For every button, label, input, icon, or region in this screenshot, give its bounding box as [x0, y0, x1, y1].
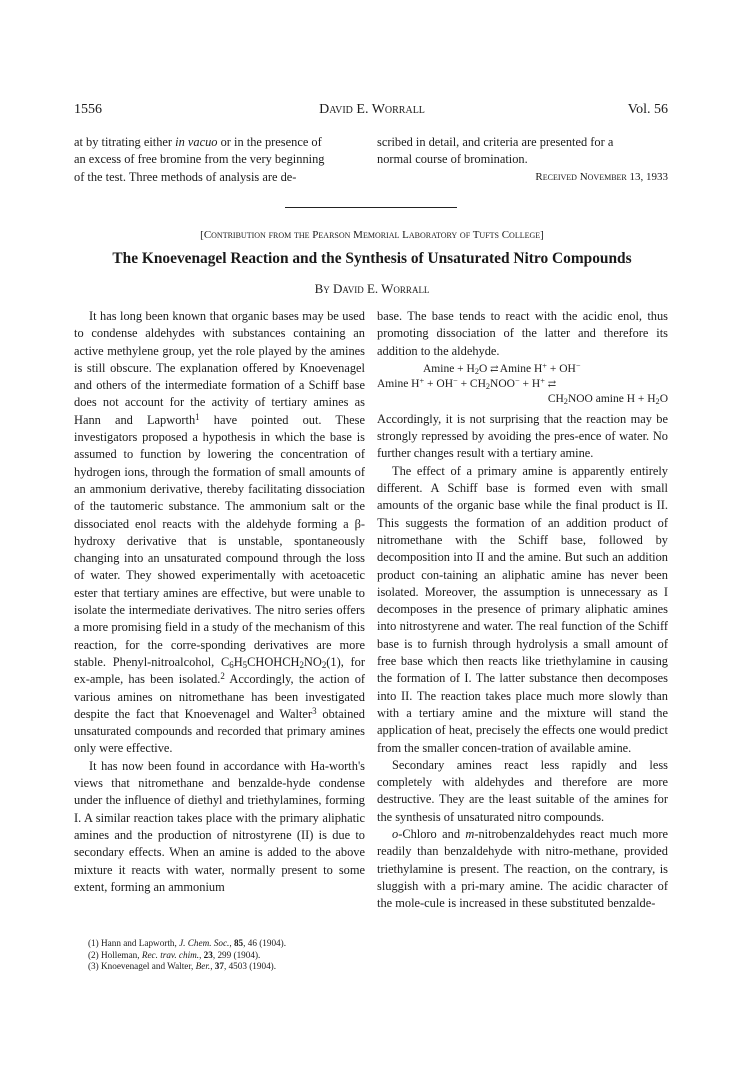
- top-right-line: normal course of bromination.: [377, 152, 528, 167]
- top-left-line: at by titrating either in vacuo or in the presence of: [74, 135, 322, 149]
- left-column: [74, 308, 365, 896]
- footnote: (3) Knoevenagel and Walter, Ber., 37, 4503 (1904).: [88, 961, 277, 971]
- footnotes: [88, 938, 286, 973]
- paragraph: o-Chloro and m-nitrobenzaldehydes react much more readily than benzaldehyde with nitro-methane, provided triethylamine is present. The reaction, on the contrary, is sluggish with a pri-mary amine. The acidic character of the mole-cule is increased in these substituted benzalde-: [377, 827, 668, 911]
- top-left-line: of the test. Three methods of analysis are de-: [74, 169, 297, 184]
- received-date: Received November 13, 1933: [535, 170, 668, 183]
- paragraph: The effect of a primary amine is apparently entirely different. A Schiff base is formed even with small amounts of the organic base while the final product is II. This suggests the formation of an addition product of nitromethane with the Schiff base, followed by decomposition into II and the amine. But such an addition product con-taining an aliphatic amine has never been isolated. Moreover, the assumption is unnecessary as I decomposes in the presence of primary aliphatic amines into nitrostyrene and water. The real function of the Schiff base is to furnish through hydrolysis a small amount of free base which then reacts like triethylamine in causing the formation of I. The latter substance then decomposes into II. The reaction takes place much more slowly than with a tertiary amine and the mixture will stand the application of heat, precisely the effects one would predict from the smaller concen-tration of available amine.: [377, 463, 668, 755]
- top-right-text: [377, 134, 668, 186]
- article-title: The Knoevenagel Reaction and the Synthesis of Unsaturated Nitro Compounds: [112, 250, 632, 267]
- paragraph: It has long been known that organic bases may be used to condense aldehydes with substances containing an active methylene group, yet the role played by the amines is still obscure. The explanation offered by Knoevenagel and others of the intermediate formation of a Schiff base does not account for the activity of tertiary amines as Hann and Lapworth$^1$ have pointed out. These investigators proposed a hypothesis in which the base is assumed to function by lowering the concentration of hydrogen ions, through the formation of small amounts of an ammonium derivative, thereby facilitating dissociation of the tautomeric substance. The ammonium salt or the dissociated enol reacts with the aldehyde forming a β-hydroxy derivative that is unstable, spontaneously changing into an unsaturated compound through the loss of water. They showed experimentally with acetoacetic ester that tertiary amines are effective, but were unable to isolate the intermediate derivatives. The nitro series offers a more promising field in a study of the mechanism of this reaction, for the corre-sponding derivatives are more stable. Phenyl-nitroalcohol, $C_6H_5CHOHCH_2NO_2(1)$, for ex-ample, has been isolated.$^2$ Accordingly, the action of various amines on nitromethane has been investigated despite the fact that Knoevenagel and Walter$^3$ obtained unsaturated compounds and recorded that primary amines only were effective.: [74, 309, 366, 756]
- equation-block: [377, 360, 668, 411]
- paragraph: base. The base tends to react with the acidic enol, thus promoting dissociation of the latter and therefore its addition to the aldehyde.: [377, 309, 668, 358]
- equation-line-2: Amine $H^+ + OH^- + CH_2NOO^- + H^+$ ⇄: [377, 376, 556, 391]
- equation-line-3: $CH_2NOO$ amine $H + H_2O$: [547, 392, 668, 406]
- right-column: [377, 308, 668, 913]
- paragraph: It has now been found in accordance with Ha-worth's views that nitromethane and benzalde-hyde condense under the influence of diethyl and triethylamines, forming I. A similar reaction takes place with the primary aliphatic amines and the production of nitrostyrene (II) is due to secondary effects. When an amine is added to the above mixture it reacts with water, normally present to some extent, forming an ammonium: [74, 758, 365, 894]
- paragraph: Secondary amines react less rapidly and less completely with aldehydes and therefore are more destructive. They are the least suitable of the amines for the synthesis of unsaturated nitro compounds.: [377, 757, 668, 824]
- volume-label: Vol. 56: [627, 102, 668, 117]
- equation-line-1: $Amine + H_2O$ ⇄ Amine H+ + OH−: [423, 361, 581, 376]
- footnote: (1) Hann and Lapworth, J. Chem. Soc., 85, 46 (1904).: [88, 938, 287, 948]
- paragraph: Accordingly, it is not surprising that the reaction may be strongly repressed by avoiding the pres-ence of water. No further changes result with a tertiary amine.: [377, 411, 668, 461]
- top-left-line: an excess of free bromine from the very beginning: [74, 152, 325, 167]
- top-left-text: [74, 134, 365, 186]
- contribution-line: [Contribution from the Pearson Memorial Laboratory of Tufts College]: [200, 229, 544, 241]
- author-byline: By David E. Worrall: [314, 281, 430, 296]
- running-title: David E. Worrall: [319, 102, 425, 117]
- footnote: (2) Holleman, Rec. trav. chim., 23, 299 (1904).: [88, 949, 261, 960]
- page-number: 1556: [74, 102, 102, 117]
- top-right-line: scribed in detail, and criteria are presented for a: [377, 135, 614, 149]
- section-divider: [285, 207, 457, 208]
